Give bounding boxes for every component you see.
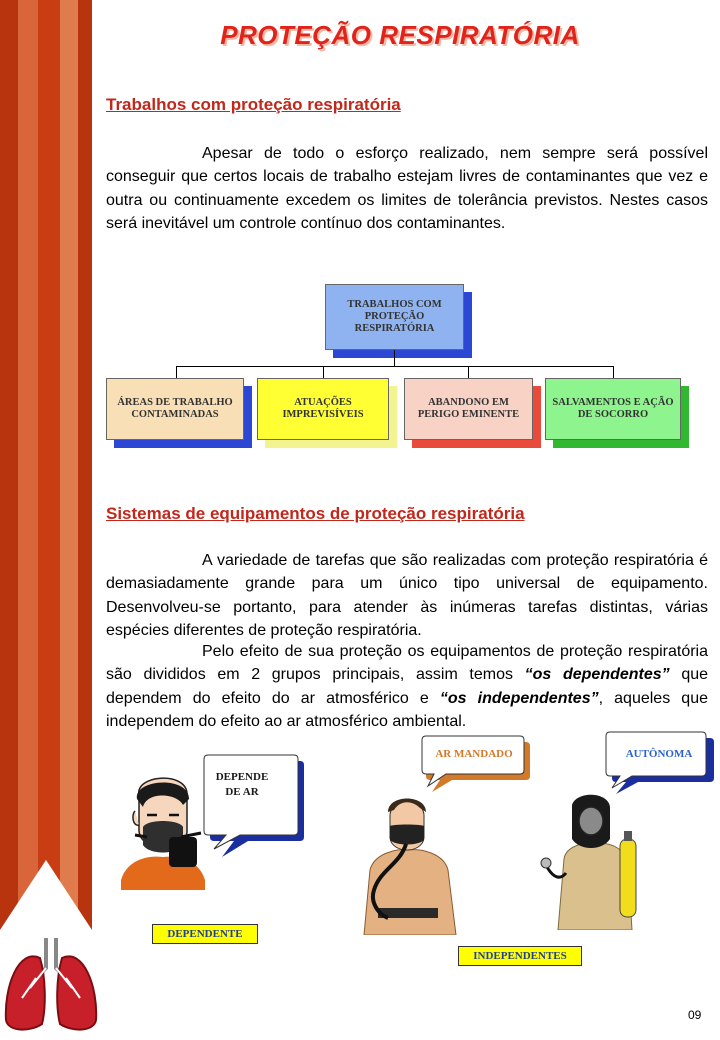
org-chart-child-abandono: ABANDONO EM PERIGO EMINENTE [404,378,533,440]
lungs-icon [0,928,102,1034]
org-chart-child-atuacoes: ATUAÇÕES IMPREVISÍVEIS [257,378,389,440]
air-supplied-respirator-illustration [360,790,460,935]
bubble-text-depende: DEPENDE DE AR [215,771,269,798]
bubble-text-autonoma: AUTÔNOMA [625,748,693,760]
label-dependente: DEPENDENTE [152,924,258,944]
section-paragraph-sistemas-1 [106,549,708,642]
paragraph-text: A variedade de tarefas que são realizadas com proteção respiratória é demasiadamente grande para um único tipo universal de equipamento. Desenvolveu-se portanto, para atender às inúmeras tarefas distintas, várias espécies diferentes de proteção respiratória. [106,552,708,639]
org-chart-child-areas: ÁREAS DE TRABALHO CONTAMINADAS [106,378,244,440]
paragraph-text-end: , aqueles que independem do efeito ao ar atmosférico ambiental. [106,689,708,730]
paragraph-text: Apesar de todo o esforço realizado, nem sempre será possível conseguir que certos locais de trabalho estejam livres de contaminantes que vez e outra ou continuamente excedem os limites de tolerância previstos. Nestes casos será inevitável um controle contínuo dos contaminantes. [106,145,708,232]
section-heading-sistemas: Sistemas de equipamentos de proteção respiratória [106,504,525,523]
speech-bubble-ar-mandado [420,734,532,794]
paragraph-text-mid: que dependem do efeito do ar atmosférico e [106,666,709,707]
speech-bubble-autonoma [604,730,714,794]
connector-child-3 [468,366,469,378]
bubble-text-ar-mandado: AR MANDADO [435,748,513,760]
decorative-left-ribbon [0,0,92,930]
term-independentes: “os independentes” [439,689,599,707]
connector-root-down [394,350,395,366]
org-chart-root-box: TRABALHOS COM PROTEÇÃO RESPIRATÓRIA [325,284,464,350]
page-title: PROTEÇÃO RESPIRATÓRIA [220,20,580,50]
label-independentes: INDEPENDENTES [458,946,582,966]
connector-child-2 [323,366,324,378]
paragraph-text-start: Pelo efeito de sua proteção os equipamentos de proteção respiratória são divididos em 2 grupos principais, assim temos [106,643,708,684]
page-number: 09 [688,1008,702,1022]
connector-horizontal [176,366,614,367]
org-chart-child-salvamentos: SALVAMENTOS E AÇÃO DE SOCORRO [545,378,681,440]
section-paragraph-sistemas-2 [106,640,708,733]
section-heading-trabalhos: Trabalhos com proteção respiratória [106,95,401,114]
self-contained-breathing-apparatus-illustration [536,793,648,930]
connector-child-4 [613,366,614,378]
dependent-respirator-illustration [117,775,209,890]
term-dependentes: “os dependentes” [524,666,670,684]
connector-child-1 [176,366,177,378]
section-paragraph-trabalhos [106,142,708,235]
